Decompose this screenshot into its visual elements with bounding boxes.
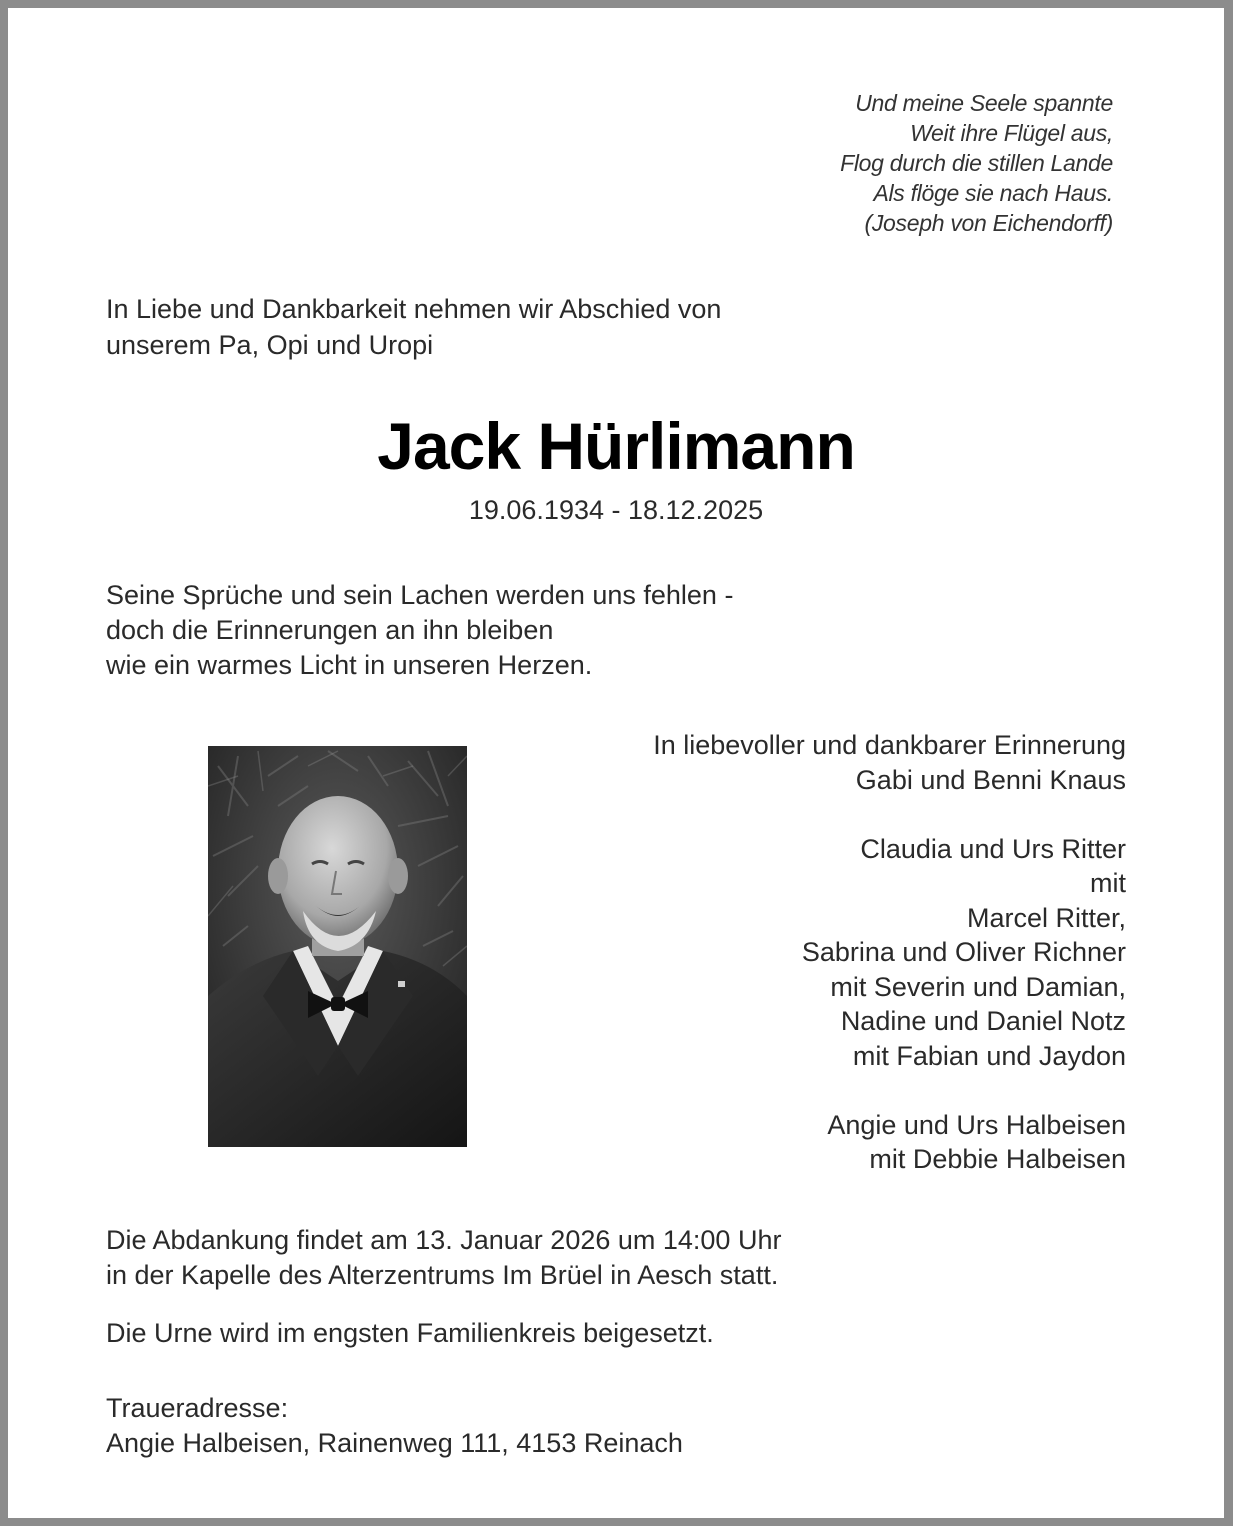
ceremony-notice [106,1223,781,1293]
mourners-intro: In liebevoller und dankbarer Erinnerung [653,730,1126,760]
address-value: Angie Halbeisen, Rainenweg 111, 4153 Reinach [106,1428,683,1458]
ceremony-line: in der Kapelle des Alterzentrums Im Brüel in Aesch statt. [106,1260,779,1290]
mourner-line: mit Debbie Halbeisen [869,1144,1126,1174]
eichendorff-quote [840,88,1113,238]
verse-line: doch die Erinnerungen an ihn bleiben [106,615,554,645]
obituary-page [8,8,1224,1518]
verse-line: Seine Sprüche und sein Lachen werden uns fehlen - [106,580,734,610]
quote-line: Als flöge sie nach Haus. [873,180,1113,206]
mourner-line: mit [1090,868,1126,898]
quote-line: Weit ihre Flügel aus, [910,120,1113,146]
quote-attribution: (Joseph von Eichendorff) [864,210,1113,236]
address-label: Traueradresse: [106,1393,289,1423]
ceremony-line: Die Abdankung findet am 13. Januar 2026 um 14:00 Uhr [106,1225,782,1255]
intro-line: In Liebe und Dankbarkeit nehmen wir Abschied von [106,294,722,324]
mourner-line: Nadine und Daniel Notz [840,1006,1126,1036]
spacer [653,797,1126,832]
verse-line: wie ein warmes Licht in unseren Herzen. [106,650,593,680]
urn-line: Die Urne wird im engsten Familienkreis beigesetzt. [106,1318,714,1348]
mourner-line: Claudia und Urs Ritter [860,833,1126,864]
intro-line: unserem Pa, Opi und Uropi [106,330,434,360]
quote-line: Flog durch die stillen Lande [840,150,1113,176]
mourner-line: Gabi und Benni Knaus [855,764,1126,795]
memorial-verse [106,578,733,683]
urn-notice [106,1316,714,1351]
mourners-list [653,728,1126,1177]
spacer [653,1073,1126,1108]
quote-line: Und meine Seele spannte [855,90,1113,116]
portrait-photo [208,746,467,1147]
mourner-line: Angie und Urs Halbeisen [827,1109,1126,1140]
mourner-line: mit Fabian und Jaydon [852,1040,1126,1071]
farewell-intro [106,291,721,363]
mourner-line: mit Severin und Damian, [830,971,1126,1002]
deceased-name: Jack Hürlimann [377,409,855,483]
mourner-line: Sabrina und Oliver Richner [801,937,1126,967]
life-dates: 19.06.1934 - 18.12.2025 [468,495,764,525]
mourner-line: Marcel Ritter, [966,902,1126,933]
mourning-address [106,1391,683,1461]
